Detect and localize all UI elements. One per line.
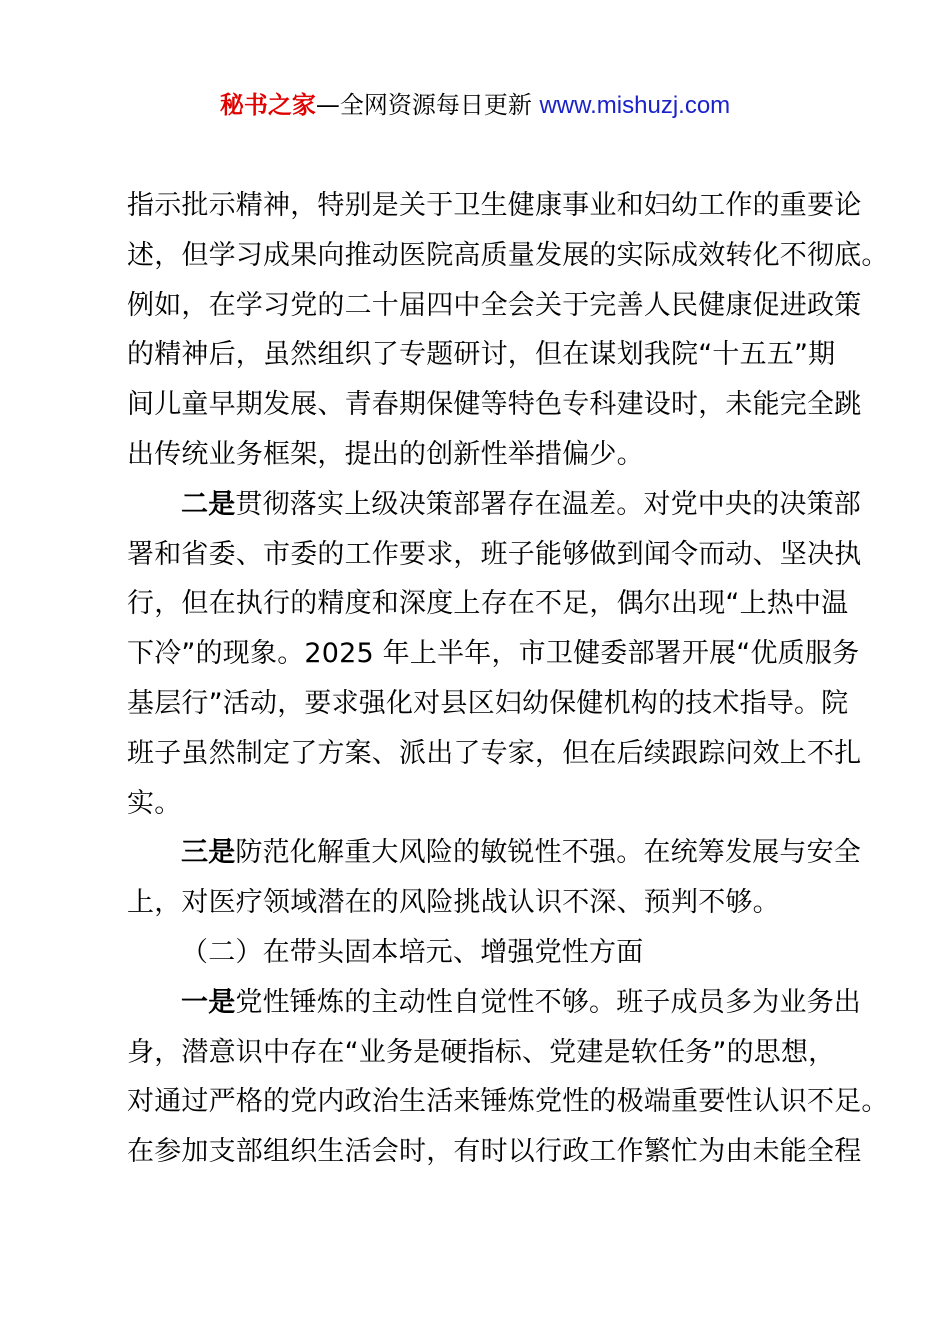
point-lead: 二是: [181, 488, 236, 520]
text-line: 班子虽然制定了方案、派出了专家，但在后续跟踪问效上不扎: [127, 737, 862, 769]
paragraph-start-line: [127, 978, 862, 1028]
text-line: 间儿童早期发展、青春期保健等特色专科建设时，未能完全跳: [127, 389, 862, 421]
text-line: 行，但在执行的精度和深度上存在不足，偶尔出现“上热中温: [127, 588, 849, 620]
text-line: 对通过严格的党内政治生活来锤炼党性的极端重要性认识不足。: [127, 1086, 889, 1118]
text-line: 身，潜意识中存在“业务是硬指标、党建是软任务”的思想，: [127, 1036, 836, 1068]
text-line: 在参加支部组织生活会时，有时以行政工作繁忙为由未能全程: [127, 1136, 862, 1168]
section-heading: （二）在带头固本培元、增强党性方面: [181, 936, 644, 968]
text-line: 下冷”的现象。2025 年上半年，市卫健委部署开展“优质服务: [127, 638, 860, 670]
text-line: 出传统业务框架，提出的创新性举措偏少。: [127, 438, 644, 470]
site-url-link[interactable]: www.mishuzj.com: [539, 92, 731, 119]
text-line: 实。: [127, 787, 182, 819]
point-lead: 一是: [181, 986, 236, 1018]
text-line: 上，对医疗领域潜在的风险挑战认识不深、预判不够。: [127, 887, 780, 919]
paragraph-start-line: [127, 828, 862, 878]
text-line: 基层行”活动，要求强化对县区妇幼保健机构的技术指导。院: [127, 687, 849, 719]
text-line: 指示批示精神，特别是关于卫生健康事业和妇幼工作的重要论: [127, 190, 862, 221]
text-line: 例如，在学习党的二十届四中全会关于完善人民健康促进政策: [127, 289, 862, 321]
site-header: [0, 88, 950, 123]
point-lead: 三是: [181, 837, 236, 869]
text-line: 署和省委、市委的工作要求，班子能够做到闻令而动、坚决执: [127, 538, 862, 570]
document-body: [127, 181, 889, 1177]
paragraph-start-line: [127, 480, 862, 530]
text-line: 述，但学习成果向推动医院高质量发展的实际成效转化不彻底。: [127, 239, 889, 271]
header-tagline: —全网资源每日更新: [315, 91, 540, 119]
brand-name: 秘书之家: [219, 91, 316, 119]
text-line: 的精神后，虽然组织了专题研讨，但在谋划我院“十五五”期: [127, 339, 836, 371]
point-text: 党性锤炼的主动性自觉性不够。班子成员多为业务出: [235, 986, 862, 1018]
point-text: 防范化解重大风险的敏锐性不强。在统筹发展与安全: [235, 837, 862, 869]
point-text: 贯彻落实上级决策部署存在温差。对党中央的决策部: [235, 488, 862, 520]
